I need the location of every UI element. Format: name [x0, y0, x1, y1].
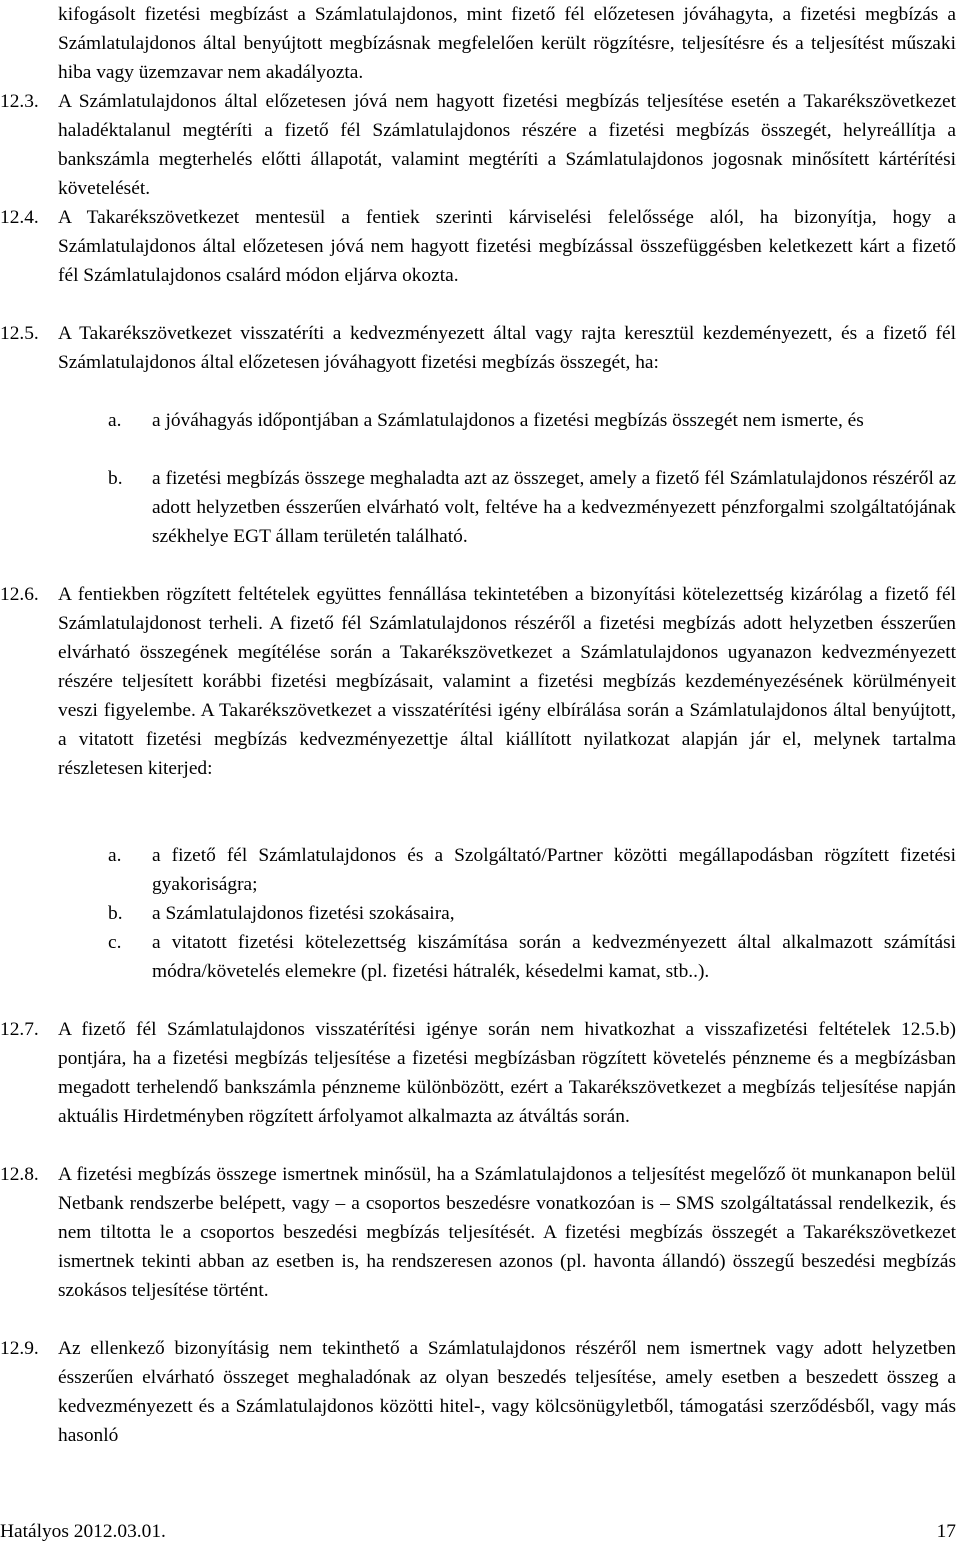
- section-number: 12.9.: [0, 1338, 39, 1359]
- page-number: 17: [936, 1521, 956, 1542]
- section-text: Az ellenkező bizonyításig nem tekinthető a Számlatulajdonos részéről nem ismertnek vagy adott helyzetben ésszerűen elvárható összeget meghaladónak az olyan beszedés teljesítése, amely esetben a beszedett összeg a kedvezményezett és a Számlatulajdonos közötti hitel-, vagy kölcsönügyletből, támogatási szerződésből, vagy más hasonló: [58, 1338, 956, 1446]
- section-12-6: [0, 580, 956, 783]
- section-text: A fentiekben rögzített feltételek együttes fennállása tekintetében a bizonyítási kötelezettség kizárólag a fizető fél Számlatulajdonost terheli. A fizető fél Számlatulajdonos részéről a fizetési megbízás adott helyzetben ésszerűen elvárható összegének megítélése során a Takarékszövetkezet a Számlatulajdonos ugyanazon kedvezményezett részére teljesített korábbi fizetési megbízásait, valamint a fizetési megbízás kezdeményezésének körülményeit veszi figyelembe. A Takarékszövetkezet a visszatérítési igény elbírálása során a Számlatulajdonos által benyújtott, a vitatott fizetési megbízás kedvezményezettje által kiállított nyilatkozat alapján jár el, melynek tartalma részletesen kiterjed:: [58, 584, 956, 779]
- list-item: [108, 841, 956, 899]
- effective-date: Hatályos 2012.03.01.: [0, 1521, 166, 1542]
- section-text: A Takarékszövetkezet mentesül a fentiek szerinti kárviselési felelőssége alól, ha bizonyítja, hogy a Számlatulajdonos által előzetesen jóvá nem hagyott fizetési megbízással összefüggésben keletkezett kárt a fizető fél Számlatulajdonos csalárd módon eljárva okozta.: [58, 207, 956, 286]
- intro-paragraph: kifogásolt fizetési megbízást a Számlatulajdonos, mint fizető fél előzetesen jóváhagyta, a fizetési megbízás a Számlatulajdonos által benyújtott megbízásnak megfelelően került rögzítésre, teljesítésre és a teljesítést műszaki hiba vagy üzemzavar nem akadályozta.: [58, 4, 956, 83]
- section-12-9: [0, 1334, 956, 1450]
- list-item-letter: b.: [108, 903, 123, 924]
- section-number: 12.6.: [0, 584, 39, 605]
- list-item-letter: a.: [108, 845, 122, 866]
- section-text: A fizető fél Számlatulajdonos visszatérítési igénye során nem hivatkozhat a visszafizetési feltételek 12.5.b) pontjára, ha a fizetési megbízás teljesítése a fizetési megbízásban rögzített követelés pénzneme és a megbízásban megadott terhelendő bankszámla pénzneme különbözött, ezért a Takarékszövetkezet a megbízás teljesítése napján aktuális Hirdetményben rögzített árfolyamot alkalmazta az átváltás során.: [58, 1019, 956, 1127]
- section-text: A fizetési megbízás összege ismertnek minősül, ha a Számlatulajdonos a teljesítést megelőző öt munkanapon belül Netbank rendszerbe belépett, vagy – a csoportos beszedésre vonatkozóan is – SMS szolgáltatással rendelkezik, és nem tiltotta le a csoportos beszedési megbízás teljesítését. A fizetési megbízás összegét a Takarékszövetkezet ismertnek tekinti abban az esetben is, ha rendszeresen azonos (pl. havonta állandó) összegű beszedési megbízás szokásos teljesítése történt.: [58, 1164, 956, 1301]
- list-item: [108, 899, 956, 928]
- list-item: [108, 406, 956, 435]
- list-item-letter: a.: [108, 410, 122, 431]
- list-item-text: a fizető fél Számlatulajdonos és a Szolgáltató/Partner közötti megállapodásban rögzített fizetési gyakoriságra;: [152, 845, 956, 895]
- list-item-letter: c.: [108, 932, 122, 953]
- list-item-text: a fizetési megbízás összege meghaladta azt az összeget, amely a fizető fél Számlatulajdonos részéről az adott helyzetben ésszerűen elvárható volt, feltéve ha a kedvezményezett pénzforgalmi szolgáltatójának székhelye EGT állam területén található.: [152, 468, 956, 547]
- section-12-4: [0, 203, 956, 290]
- list-item-letter: b.: [108, 468, 123, 489]
- section-12-5: [0, 319, 956, 377]
- section-text: A Takarékszövetkezet visszatéríti a kedvezményezett által vagy rajta keresztül kezdeményezett, és a fizető fél Számlatulajdonos által előzetesen jóváhagyott fizetési megbízás összegét, ha:: [58, 323, 956, 373]
- list-item-text: a vitatott fizetési kötelezettség kiszámítása során a kedvezményezett által alkalmazott számítási módra/követelés elemekre (pl. fizetési hátralék, késedelmi kamat, stb..).: [152, 932, 956, 982]
- section-number: 12.8.: [0, 1164, 39, 1185]
- section-number: 12.7.: [0, 1019, 39, 1040]
- section-number: 12.4.: [0, 207, 39, 228]
- section-12-7: [0, 1015, 956, 1131]
- section-12-3: [0, 87, 956, 203]
- section-number: 12.5.: [0, 323, 39, 344]
- section-12-8: [0, 1160, 956, 1305]
- list-item: [108, 928, 956, 986]
- list-item: [108, 464, 956, 551]
- list-item-text: a jóváhagyás időpontjában a Számlatulajdonos a fizetési megbízás összegét nem ismerte, és: [152, 410, 864, 431]
- section-text: A Számlatulajdonos által előzetesen jóvá nem hagyott fizetési megbízás teljesítése esetén a Takarékszövetkezet haladéktalanul megtéríti a fizető fél Számlatulajdonos részére a fizetési megbízás összegét, helyreállítja a bankszámla megterhelés előtti állapotát, valamint megtéríti a Számlatulajdonos jogosnak minősített kártérítési követelését.: [58, 91, 956, 199]
- section-number: 12.3.: [0, 91, 39, 112]
- list-item-text: a Számlatulajdonos fizetési szokásaira,: [152, 903, 455, 924]
